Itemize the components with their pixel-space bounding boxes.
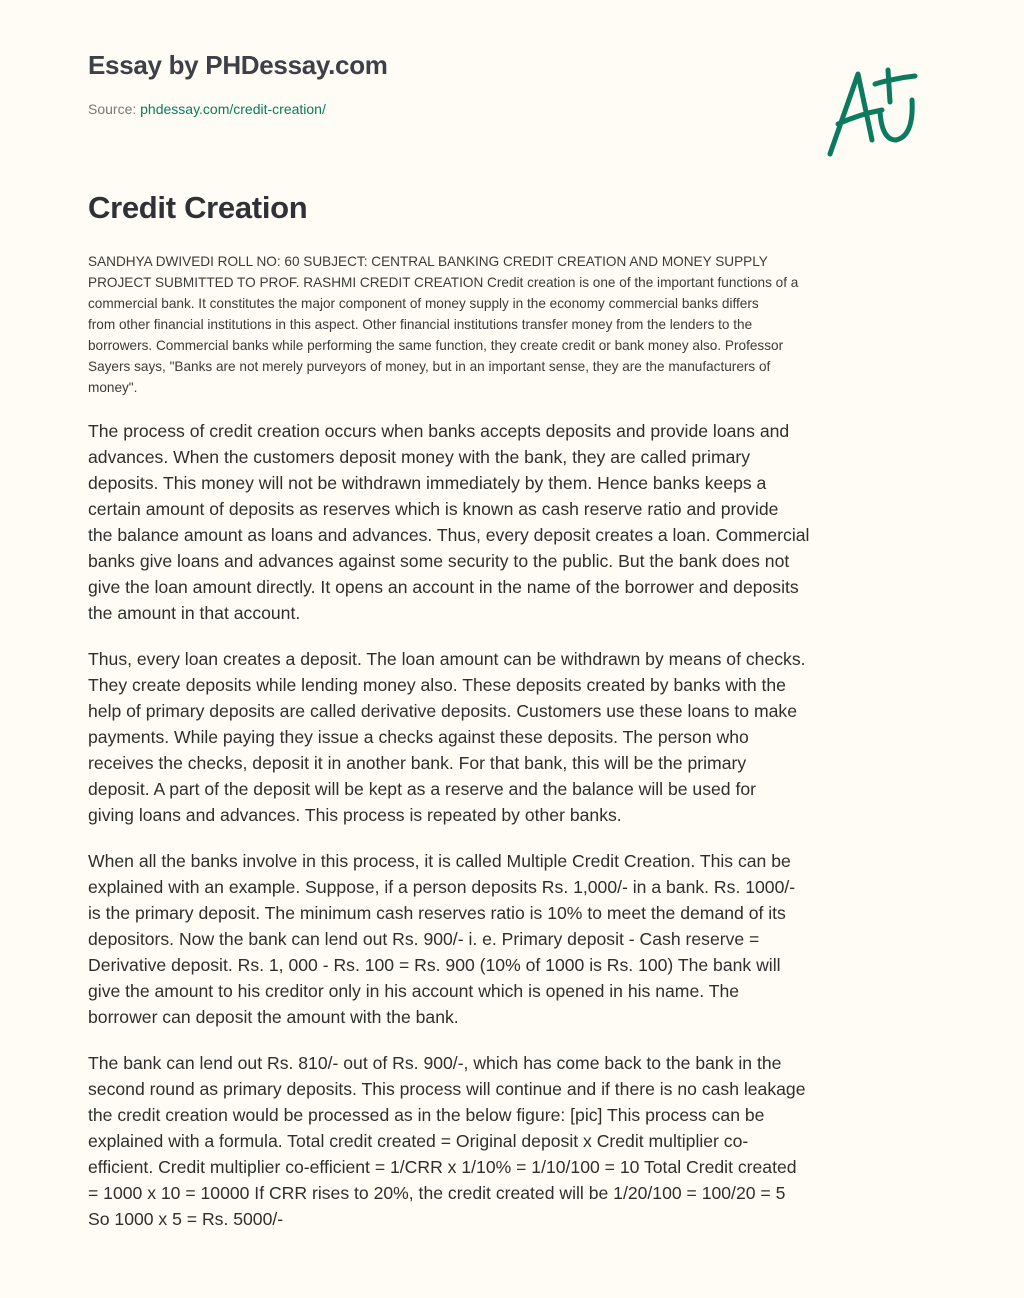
text-line: banks give loans and advances against some security to the public. But the bank does not <box>88 551 790 571</box>
source-link[interactable]: phdessay.com/credit-creation/ <box>140 101 326 117</box>
text-line: help of primary deposits are called derivative deposits. Customers use these loans to make <box>88 701 797 721</box>
text-line: advances. When the customers deposit money with the bank, they are called primary <box>88 447 751 467</box>
text-line: SANDHYA DWIVEDI ROLL NO: 60 SUBJECT: CENTRAL BANKING CREDIT CREATION AND MONEY SUPPLY <box>88 254 768 269</box>
text-line: deposits. This money will not be withdrawn immediately by them. Hence banks keeps a <box>88 473 767 493</box>
source-label: Source: <box>88 101 137 117</box>
text-line: Sayers says, "Banks are not merely purveyors of money, but in an important sense, they are the manufacturers of <box>88 359 771 374</box>
text-line: When all the banks involve in this process, it is called Multiple Credit Creation. This can be <box>88 851 791 871</box>
text-line: depositors. Now the bank can lend out Rs. 900/- i. e. Primary deposit - Cash reserve = <box>88 929 760 949</box>
text-line: commercial bank. It constitutes the major component of money supply in the economy commercial banks differs <box>88 296 759 311</box>
text-line: receives the checks, deposit it in another bank. For that bank, this will be the primary <box>88 753 747 773</box>
text-line: The process of credit creation occurs when banks accepts deposits and provide loans and <box>88 421 790 441</box>
text-line: borrowers. Commercial banks while performing the same function, they create credit or bank money also. Professor <box>88 338 784 353</box>
site-title: Essay by PHDessay.com <box>88 50 388 80</box>
text-line: explained with an example. Suppose, if a person deposits Rs. 1,000/- in a bank. Rs. 1000/- <box>88 877 796 897</box>
text-line: from other financial institutions in this aspect. Other financial institutions transfer money from the lenders to the <box>88 317 753 332</box>
text-line: certain amount of deposits as reserves which is known as cash reserve ratio and provide <box>88 499 779 519</box>
text-line: = 1000 x 10 = 10000 If CRR rises to 20%, the credit created will be 1/20/100 = 100/20 = 5 <box>88 1183 786 1203</box>
text-line: giving loans and advances. This process is repeated by other banks. <box>88 805 622 825</box>
text-line: Derivative deposit. Rs. 1, 000 - Rs. 100 = Rs. 900 (10% of 1000 is Rs. 100) The bank will <box>88 955 781 975</box>
body-paragraph <box>88 646 948 828</box>
text-line: the amount in that account. <box>88 603 301 623</box>
text-line: explained with a formula. Total credit created = Original deposit x Credit multiplier co- <box>88 1131 749 1151</box>
text-line: efficient. Credit multiplier co-efficient = 1/CRR x 1/10% = 1/10/100 = 10 Total Credit created <box>88 1157 797 1177</box>
a-plus-logo-icon <box>820 62 930 162</box>
text-line: The bank can lend out Rs. 810/- out of Rs. 900/-, which has come back to the bank in the <box>88 1053 782 1073</box>
text-line: Thus, every loan creates a deposit. The loan amount can be withdrawn by means of checks. <box>88 649 806 669</box>
text-line: is the primary deposit. The minimum cash reserves ratio is 10% to meet the demand of its <box>88 903 786 923</box>
text-line: give the loan amount directly. It opens an account in the name of the borrower and deposits <box>88 577 799 597</box>
text-line: payments. While paying they issue a checks against these deposits. The person who <box>88 727 749 747</box>
intro-paragraph <box>88 251 948 398</box>
body-paragraph <box>88 1050 948 1232</box>
text-line: money". <box>88 380 138 395</box>
text-line: second round as primary deposits. This process will continue and if there is no cash leakage <box>88 1079 806 1099</box>
body-paragraph <box>88 418 948 626</box>
text-line: PROJECT SUBMITTED TO PROF. RASHMI CREDIT CREATION Credit creation is one of the important functions of a <box>88 275 799 290</box>
text-line: So 1000 x 5 = Rs. 5000/- <box>88 1209 284 1229</box>
text-line: They create deposits while lending money also. These deposits created by banks with the <box>88 675 786 695</box>
text-line: the credit creation would be processed as in the below figure: [pic] This process can be <box>88 1105 765 1125</box>
text-line: the balance amount as loans and advances. Thus, every deposit creates a loan. Commercial <box>88 525 810 545</box>
page-title: Credit Creation <box>88 190 308 225</box>
text-line: borrower can deposit the amount with the bank. <box>88 1007 459 1027</box>
text-line: give the amount to his creditor only in his account which is opened in his name. The <box>88 981 740 1001</box>
text-line: deposit. A part of the deposit will be kept as a reserve and the balance will be used for <box>88 779 756 799</box>
source-line <box>88 101 326 117</box>
body-paragraph <box>88 848 948 1030</box>
